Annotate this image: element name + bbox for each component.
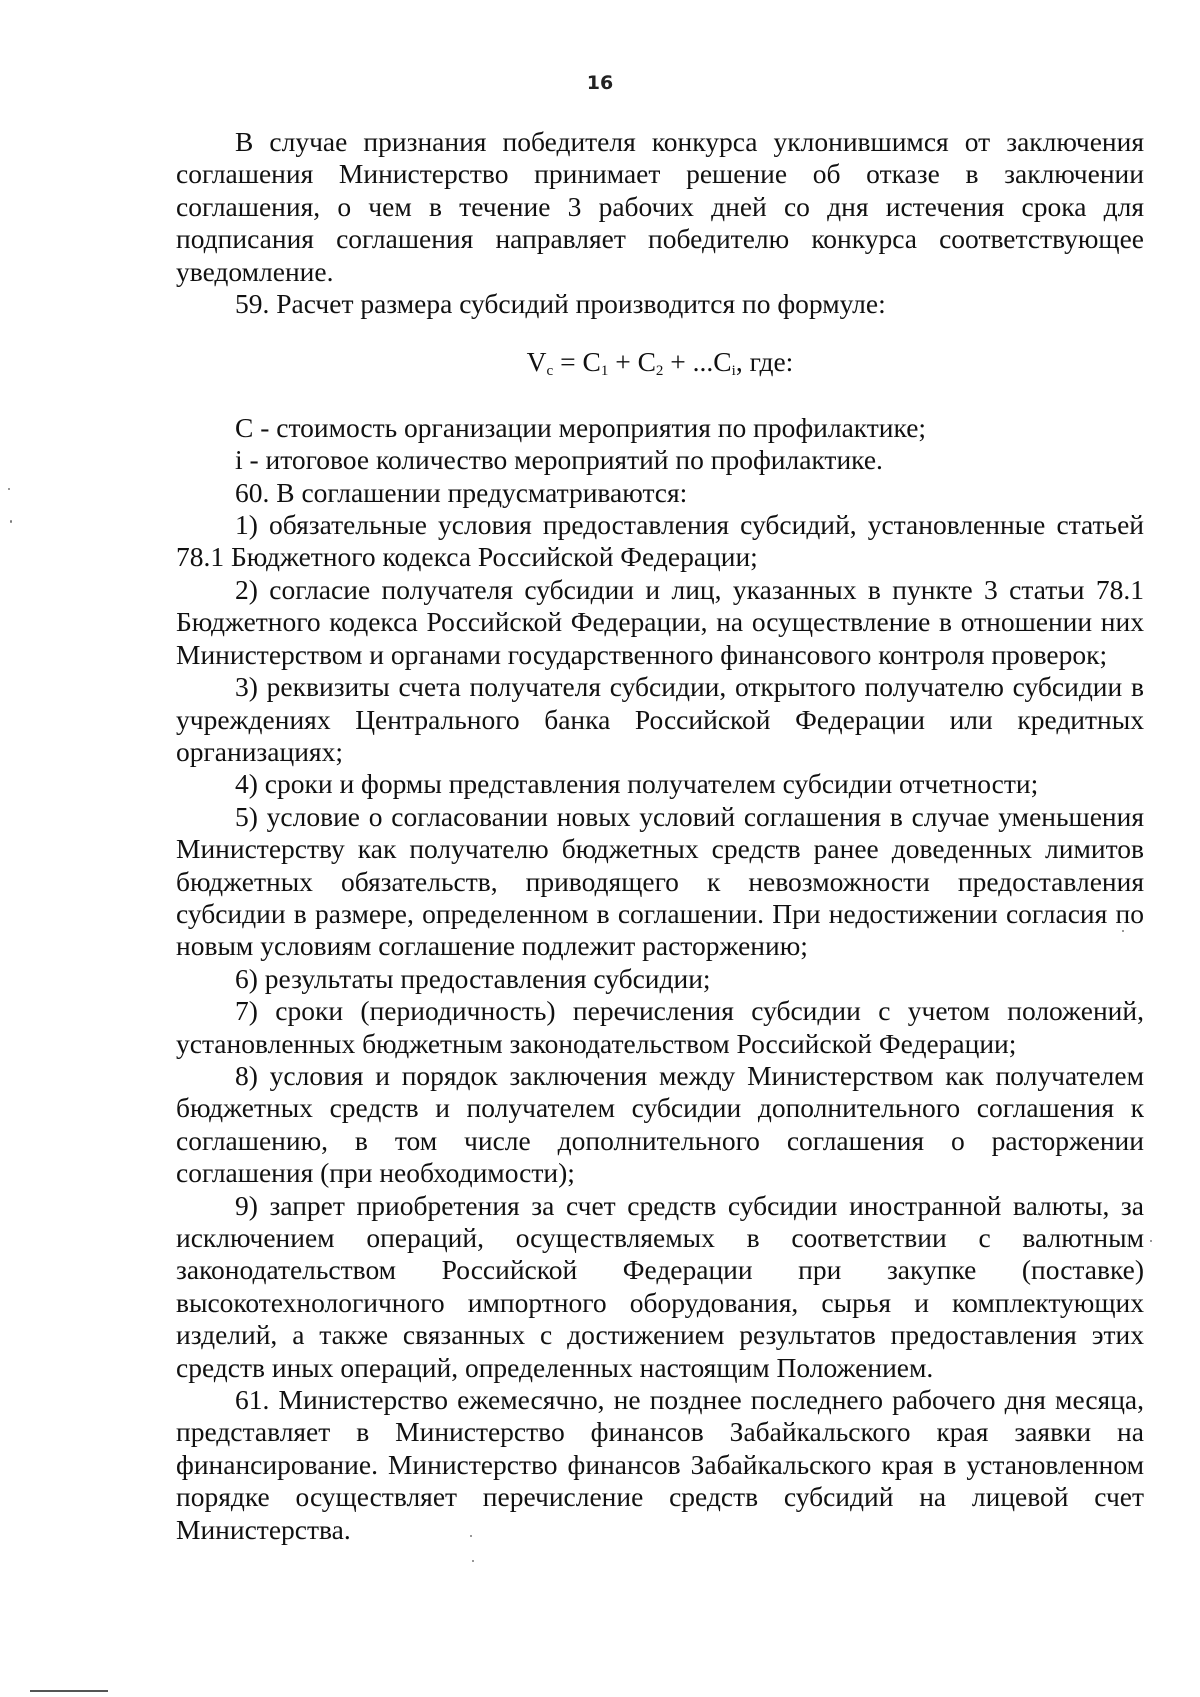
paragraph-60-item-4: 4) сроки и формы представления получателем субсидии отчетности;: [235, 768, 1039, 800]
paragraph-60-item-1: 1) обязательные условия предоставления субсидий, установленные статьей 78.1 Бюджетного кодекса Российской Федерации;: [176, 509, 1144, 573]
subsidy-formula: [176, 346, 1144, 387]
paragraph-refusal: В случае признания победителя конкурса уклонившимся от заключения соглашения Министерство принимает решение об отказе в заключении соглашения, о чем в течение 3 рабочих дней со дня истечения срока для подписания соглашения направляет победителю конкурса соответствующее уведомление.: [176, 126, 1144, 287]
paragraph-60-item-9: 9) запрет приобретения за счет средств субсидии иностранной валюты, за исключением операций, осуществляемых в соответствии с валютным законодательством Российской Федерации при закупке (поставке) высокотехнологичного импортного оборудования, сырья и комплектующих изделий, а также связанных с достижением результатов предоставления этих средств иных операций, определенных настоящим Положением.: [176, 1189, 1144, 1383]
scan-speck: [1122, 930, 1124, 932]
page-number: 16: [586, 72, 614, 94]
document-body: [176, 126, 1144, 1546]
formula-sub1: 1: [600, 363, 609, 380]
paragraph-60: 60. В соглашении предусматриваются:: [235, 476, 688, 508]
formula-plus1: + C: [608, 346, 656, 378]
paragraph-60-item-8: 8) условия и порядок заключения между Министерством как получателем бюджетных средств и получателем субсидии дополнительного соглашения к соглашению, в том числе дополнительного соглашения о расторжении соглашения (при необходимости);: [176, 1059, 1144, 1189]
paragraph-59: 59. Расчет размера субсидий производится по формуле:: [235, 288, 886, 320]
paragraph-60-item-6: 6) результаты предоставления субсидии;: [235, 962, 711, 994]
paragraph-61: 61. Министерство ежемесячно, не позднее последнего рабочего дня месяца, представляет в Министерство финансов Забайкальского края заявки на финансирование. Министерство финансов Забайкальского края в установленном порядке осуществляет перечисление средств субсидий на лицевой счет Министерства.: [176, 1384, 1144, 1545]
paragraph-60-item-2: 2) согласие получателя субсидии и лиц, указанных в пункте 3 статьи 78.1 Бюджетного кодекса Российской Федерации, на осуществление в отношении них Министерством и органами государственного финансового контроля проверок;: [176, 573, 1144, 670]
definition-c: С - стоимость организации мероприятия по профилактике;: [235, 411, 927, 443]
formula-tail: , где:: [735, 346, 794, 378]
scan-speck: [470, 1535, 472, 1537]
scan-speck: [10, 520, 12, 523]
scan-speck: [8, 488, 10, 490]
formula-plus2: + ...C: [663, 346, 732, 378]
paragraph-60-item-7: 7) сроки (периодичность) перечисления субсидии с учетом положений, установленных бюджетным законодательством Российской Федерации;: [176, 995, 1144, 1059]
definition-i: i - итоговое количество мероприятий по профилактике.: [235, 444, 883, 476]
paragraph-60-item-3: 3) реквизиты счета получателя субсидии, открытого получателю субсидии в учреждениях Центрального банка Российской Федерации или кредитных организациях;: [176, 671, 1144, 767]
scan-speck: [472, 1560, 474, 1562]
formula-v: V: [526, 346, 547, 378]
scan-edge-line: [30, 1690, 108, 1692]
formula-eq1: = C: [553, 346, 601, 378]
paragraph-60-item-5: 5) условие о согласовании новых условий соглашения в случае уменьшения Министерству как получателю бюджетных средств ранее доведенных лимитов бюджетных обязательств, приводящего к невозможности предоставления субсидии в размере, определенном в соглашении. При недостижении согласия по новым условиям соглашение подлежит расторжению;: [176, 800, 1144, 962]
formula-sub2: 2: [655, 363, 664, 380]
scan-speck: [1150, 1240, 1152, 1242]
formula-subi: i: [731, 363, 736, 380]
formula-v-sub: c: [546, 363, 554, 380]
